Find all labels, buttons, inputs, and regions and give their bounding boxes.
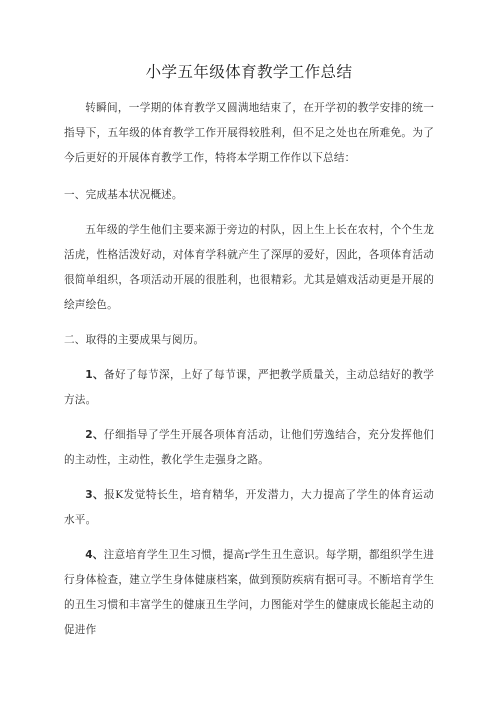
item-text: 备好了每节深，上好了每节课，严把教学质量关，主动总结好的教学方法。: [64, 369, 434, 406]
intro-paragraph: 转瞬间，一学期的体育教学又圆满地结束了，在开学初的教学安排的统一指导下，五年级的体育教学工作开展得较胜利，但不足之处也在所难免。为了今后更好的开展体育教学工作，特将本学期工作作以下总结：: [64, 102, 434, 164]
page-title: 小学五年级体育教学工作总结: [145, 63, 353, 81]
item-number: 4、: [85, 549, 104, 561]
section-heading-2: 二、取得的主要成果与阅历。: [64, 334, 205, 346]
list-item-3: [64, 483, 434, 533]
list-item-2: [64, 423, 434, 473]
section-body-1: 五年级的学生他们主要来源于旁边的村队，因上生上长在农村，个个生龙活虎，性格活泼好动，对体育学科就产生了深厚的爱好，因此，各项体育活动很简单组织，各项活动开展的很胜利，也很精彩。尤其是嬉戏活动更是开展的绘声绘色。: [64, 224, 434, 311]
item-number: 2、: [85, 429, 104, 441]
item-text: 仔细指导了学生开展各项体育活动，让他们劳逸结合，充分发挥他们的主动性，主动性，教化学生走强身之路。: [64, 429, 434, 466]
item-text: 注意培育学生卫生习惯，提高r学生丑生意识。每学期，都组织学生进行身体检查，建立学生身体健康档案，做到预防疾病有据可寻。不断培育学生的丑生习惯和丰富学生的健康丑生学问，力图能对学生的健康成长能起主动的促进作: [64, 549, 434, 636]
item-number: 1、: [85, 369, 104, 381]
list-item-1: [64, 363, 434, 413]
item-number: 3、: [85, 489, 105, 501]
section-heading-1: 一、完成基本状况概述。: [64, 189, 183, 201]
list-item-4: [64, 543, 434, 643]
item-text: 报K发觉特长生，培育精华，开发潜力，大力提高了学生的体育运动水平。: [64, 489, 434, 526]
